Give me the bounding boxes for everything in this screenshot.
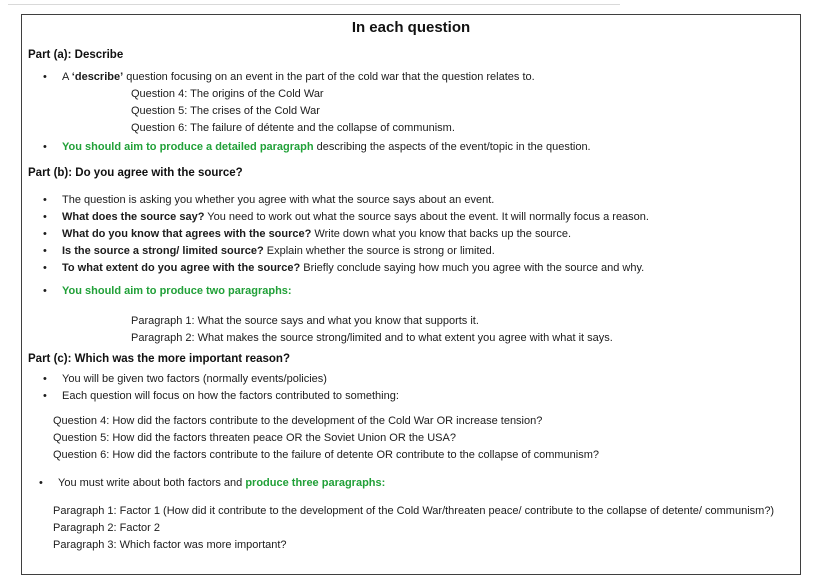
text-run-bold: ‘describe’ [71,71,124,83]
part-c-aim-bullet [22,475,800,492]
part-a-question-5: Question 5: The crises of the Cold War [131,105,320,117]
part-c-heading: Part (c): Which was the more important reason? [28,353,290,365]
text-run: The question is asking you whether you agree with what the source says about an event. [62,194,495,206]
part-a-aim-bullet [22,139,800,156]
part-c-paragraph-2: Paragraph 2: Factor 2 [53,522,161,534]
part-a-heading: Part (a): Describe [28,49,124,61]
top-divider [8,4,620,5]
part-c-paragraph-3: Paragraph 3: Which factor was more important? [53,539,287,551]
aim-highlight: produce three paragraphs: [245,477,386,489]
part-b-aim-bullet [22,283,800,300]
text-run: Briefly conclude saying how much you agree with the source and why. [300,262,645,274]
part-c-question-6: Question 6: How did the factors contribute to the failure of detente OR contribute to the collapse of communism? [53,449,600,461]
part-c-bullet-2: • Each question will focus on how the factors contributed to something: [22,388,800,405]
part-b-bullet-3 [22,226,800,243]
page-title: In each question [351,19,471,36]
part-a-bullet-describe [22,69,800,86]
text-run: A [62,71,72,83]
text-run: You need to work out what the source says about the event. It will normally focus a reason. [204,211,649,223]
part-a-question-4: Question 4: The origins of the Cold War [131,88,324,100]
part-a-question-6: Question 6: The failure of détente and the collapse of communism. [131,122,455,134]
text-run: question focusing on an event in the part of the cold war that the question relates to. [123,71,535,83]
part-c-question-5: Question 5: How did the factors threaten peace OR the Soviet Union OR the USA? [53,432,456,444]
text-run-bold: What do you know that agrees with the source? [62,228,312,240]
text-run-bold: What does the source say? [62,211,205,223]
text-run-bold: Is the source a strong/ limited source? [62,245,264,257]
text-run: You must write about both factors and [58,477,246,489]
part-c-paragraph-1: Paragraph 1: Factor 1 (How did it contribute to the development of the Cold War/threaten peace/ contribute to the collapse of detente/ communism?) [53,505,775,517]
part-b-bullet-1 [22,192,800,209]
part-c-question-4: Question 4: How did the factors contribute to the development of the Cold War OR increase tension? [53,415,543,427]
part-c-bullet-1: • You will be given two factors (normally events/policies) [22,371,800,388]
aim-highlight: You should aim to produce two paragraphs: [62,285,292,297]
part-b-paragraph-1: Paragraph 1: What the source says and what you know that supports it. [131,315,479,327]
part-b-bullet-2 [22,209,800,226]
text-run: Explain whether the source is strong or limited. [263,245,495,257]
text-run-bold: To what extent do you agree with the source? [62,262,301,274]
part-b-bullet-5 [22,260,800,277]
worksheet-frame [21,14,801,575]
text-run: Write down what you know that backs up the source. [311,228,572,240]
part-b-bullet-4 [22,243,800,260]
text-run: describing the aspects of the event/topic in the question. [313,141,591,153]
part-b-heading: Part (b): Do you agree with the source? [28,167,243,179]
aim-highlight: You should aim to produce a detailed paragraph [62,141,314,153]
part-b-paragraph-2: Paragraph 2: What makes the source strong/limited and to what extent you agree with what it says. [131,332,613,344]
